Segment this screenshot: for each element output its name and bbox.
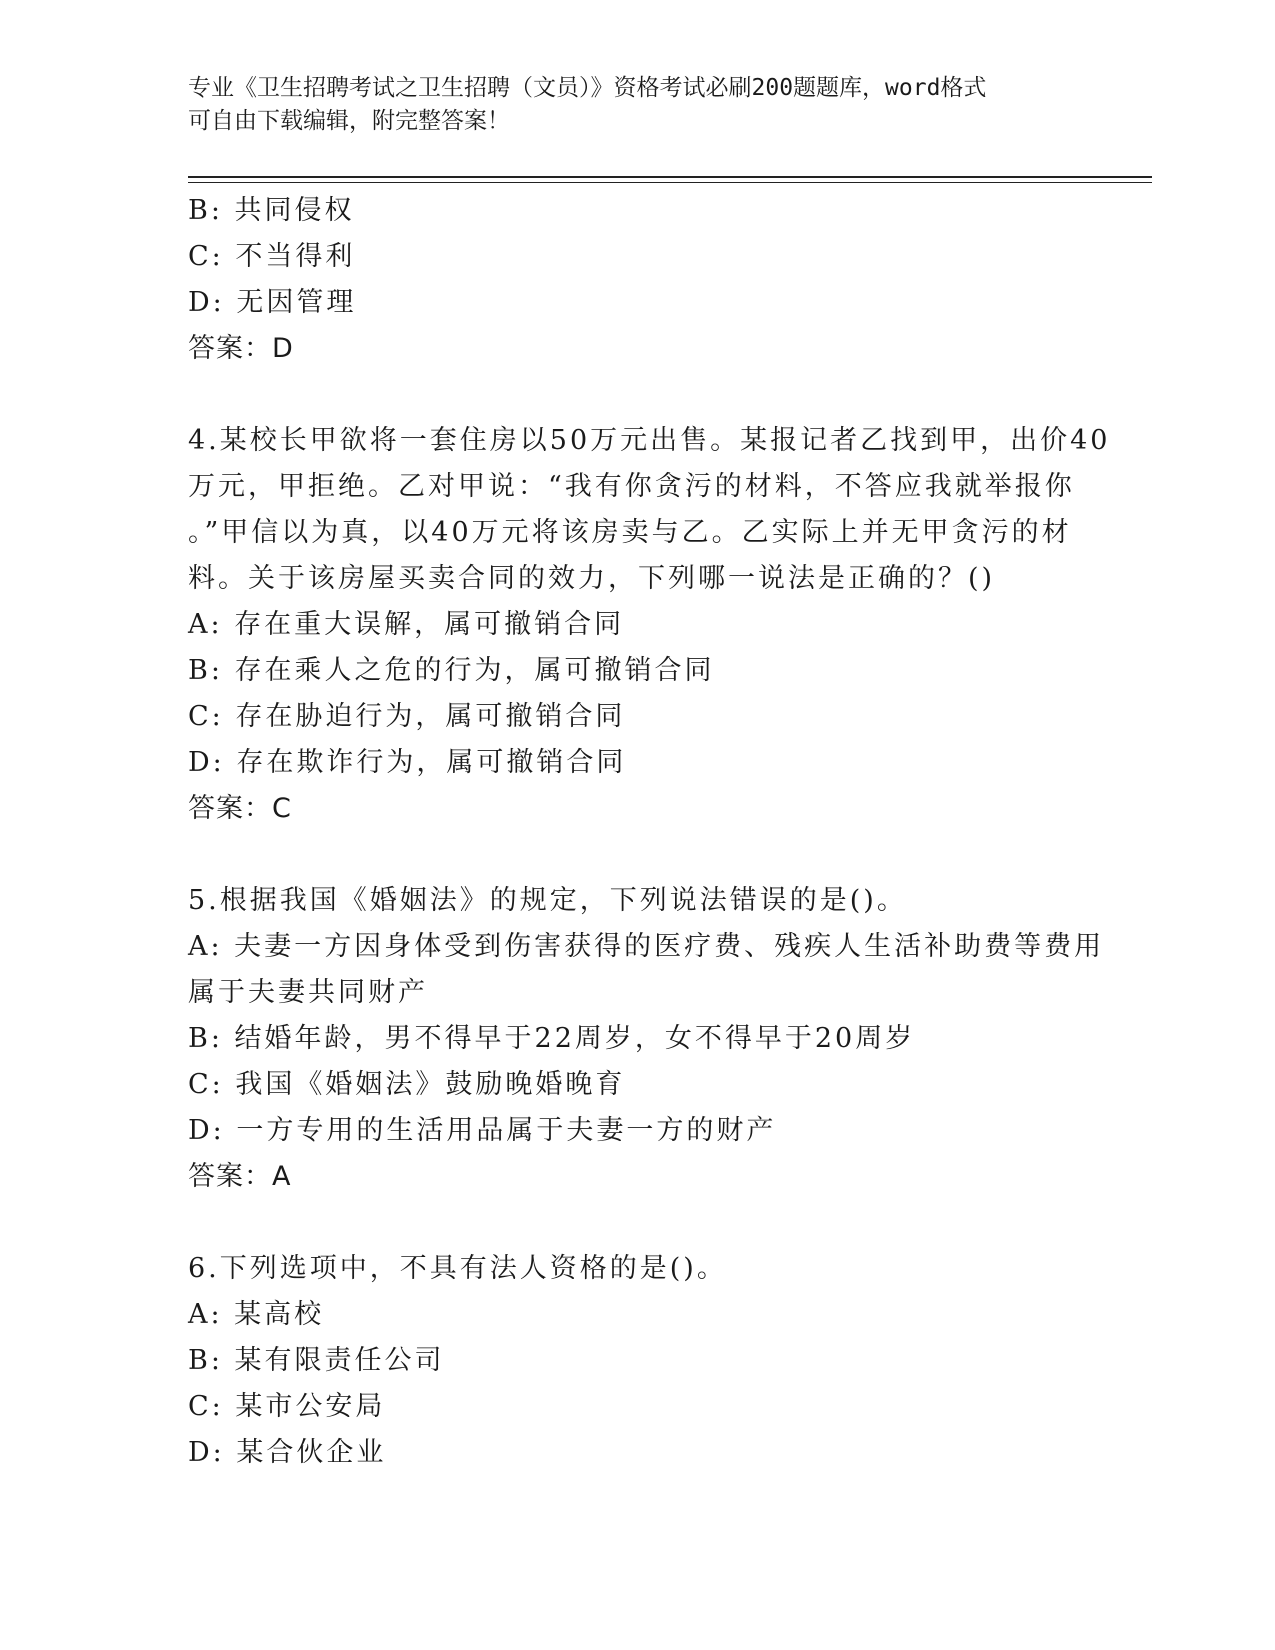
question-stem-line: 。”甲信以为真，以40万元将该房卖与乙。乙实际上并无甲贪污的材 — [188, 517, 1072, 548]
option-d: D: 某合伙企业 — [188, 1437, 387, 1468]
answer-line: 答案：D — [188, 333, 294, 364]
question-6 — [188, 1246, 1088, 1476]
document-header — [188, 72, 1088, 138]
option-d: D: 无因管理 — [188, 287, 357, 318]
header-title-line-1: 专业《卫生招聘考试之卫生招聘（文员）》资格考试必刷200题题库，word格式 — [188, 75, 987, 101]
spacer — [188, 1200, 1088, 1246]
spacer — [188, 372, 1088, 418]
option-c: C: 存在胁迫行为，属可撤销合同 — [188, 701, 626, 732]
option-a: A: 存在重大误解，属可撤销合同 — [188, 609, 625, 640]
option-b: B: 结婚年龄，男不得早于22周岁，女不得早于20周岁 — [188, 1023, 916, 1054]
question-stem-line: 万元，甲拒绝。乙对甲说：“我有你贪污的材料，不答应我就举报你 — [188, 471, 1075, 502]
question-stem-line: 4.某校长甲欲将一套住房以50万元出售。某报记者乙找到甲，出价40 — [188, 425, 1111, 456]
option-c: C: 某市公安局 — [188, 1391, 386, 1422]
question-4 — [188, 418, 1111, 832]
answer-line: 答案：C — [188, 793, 292, 824]
question-list — [188, 188, 1111, 1476]
option-a-continued: 属于夫妻共同财产 — [188, 977, 428, 1008]
option-b: B: 存在乘人之危的行为，属可撤销合同 — [188, 655, 715, 686]
option-a: A: 夫妻一方因身体受到伤害获得的医疗费、残疾人生活补助费等费用 — [188, 931, 1105, 962]
header-divider-thin — [188, 182, 1152, 183]
option-c: C: 不当得利 — [188, 241, 356, 272]
answer-line: 答案：A — [188, 1161, 292, 1192]
option-b: B: 某有限责任公司 — [188, 1345, 445, 1376]
option-d: D: 存在欺诈行为，属可撤销合同 — [188, 747, 627, 778]
question-stem-line: 料。关于该房屋买卖合同的效力，下列哪一说法是正确的？() — [188, 563, 996, 594]
option-c: C: 我国《婚姻法》鼓励晚婚晚育 — [188, 1069, 626, 1100]
question-stem: 6.下列选项中，不具有法人资格的是()。 — [188, 1253, 727, 1284]
header-title-line-2: 可自由下载编辑，附完整答案！ — [188, 108, 510, 134]
spacer — [188, 832, 1088, 878]
question-3-tail — [188, 188, 1088, 372]
question-5 — [188, 878, 1105, 1200]
question-stem: 5.根据我国《婚姻法》的规定，下列说法错误的是()。 — [188, 885, 907, 916]
option-b: B: 共同侵权 — [188, 195, 355, 226]
header-divider-thick — [188, 176, 1152, 178]
option-a: A: 某高校 — [188, 1299, 325, 1330]
option-d: D: 一方专用的生活用品属于夫妻一方的财产 — [188, 1115, 777, 1146]
